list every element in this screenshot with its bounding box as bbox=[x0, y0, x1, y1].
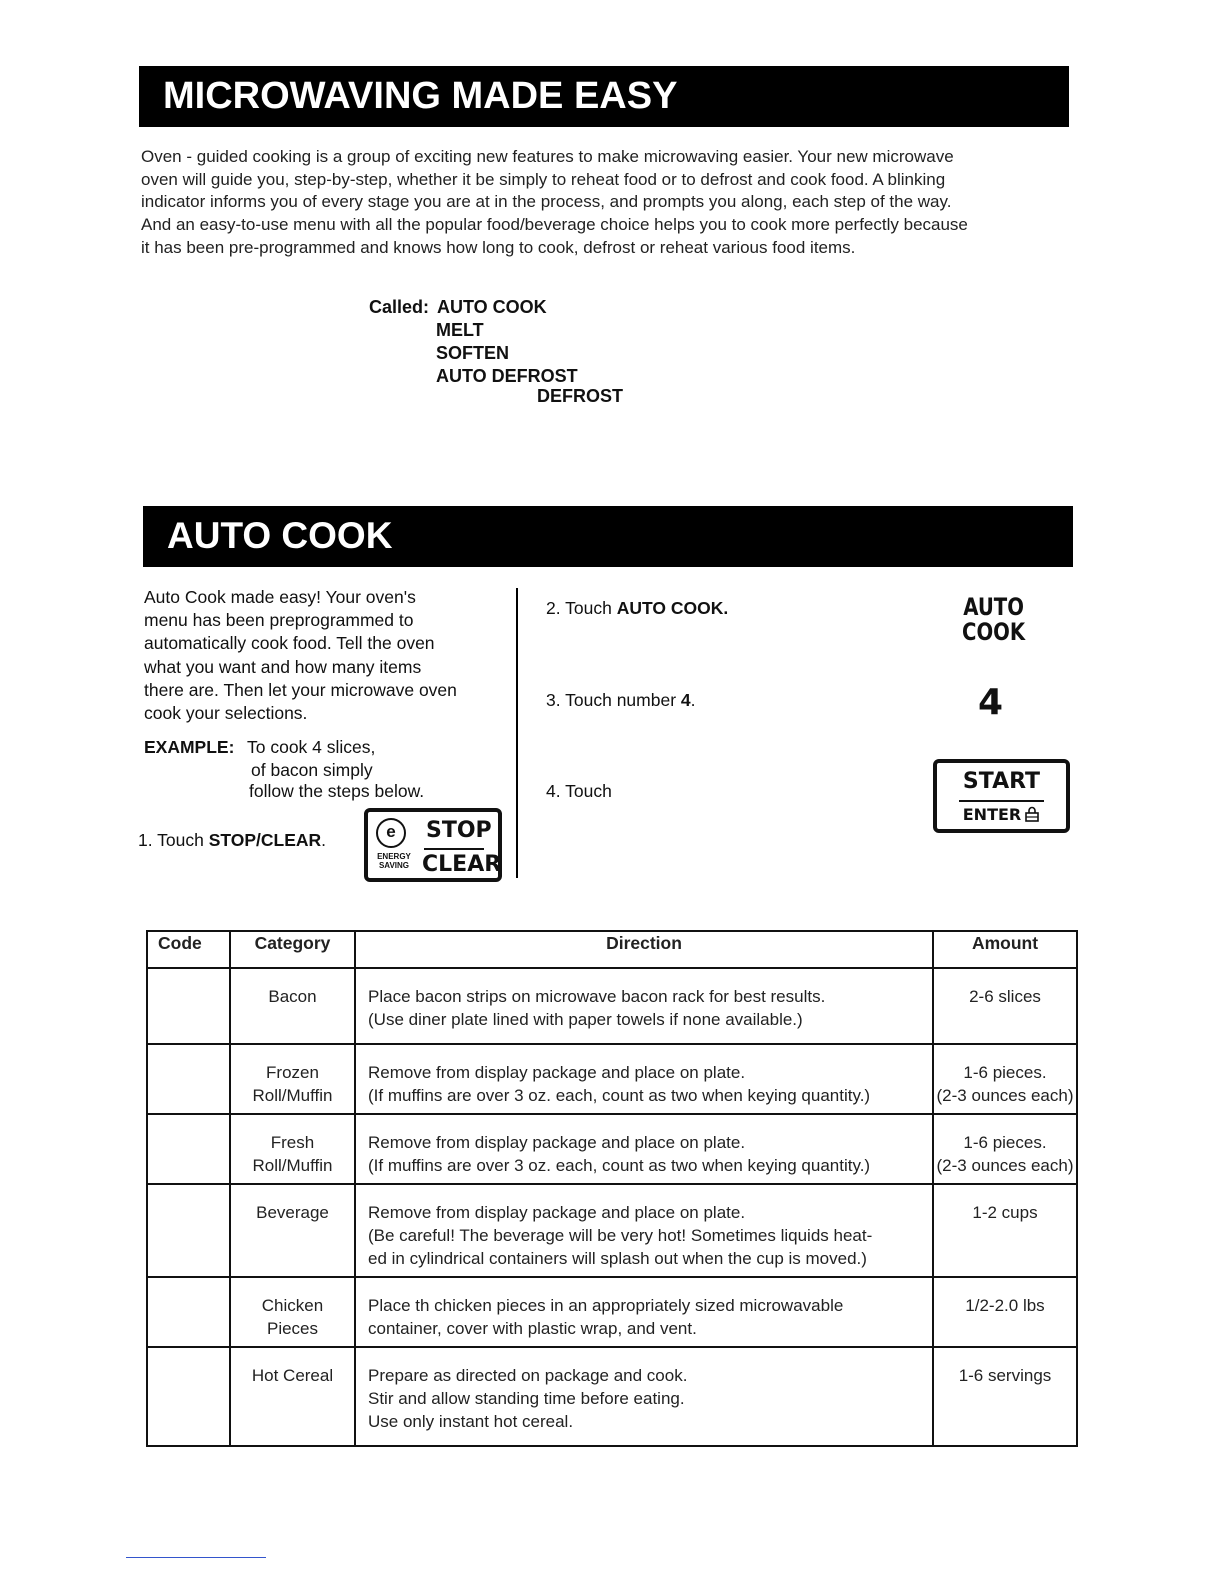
description-line: menu has been preprogrammed to bbox=[144, 610, 414, 631]
intro-line: it has been pre-programmed and knows how long to cook, defrost or reheat various food items. bbox=[141, 237, 856, 257]
header-category: Category bbox=[230, 931, 355, 968]
step-2 bbox=[546, 598, 728, 619]
direction-line: Use only instant hot cereal. bbox=[368, 1412, 574, 1432]
direction-cell bbox=[355, 1114, 933, 1184]
auto-cook-description bbox=[144, 586, 504, 725]
section-title-microwaving: MICROWAVING MADE EASY bbox=[139, 66, 1069, 127]
code-cell bbox=[147, 1044, 230, 1114]
auto-cook-line2: COOK bbox=[962, 618, 1026, 646]
direction-cell bbox=[355, 1347, 933, 1446]
step-bold: AUTO COOK. bbox=[616, 598, 729, 618]
intro-line: Oven - guided cooking is a group of exciting new features to make microwaving easier. Your new microwave bbox=[141, 147, 954, 166]
number-4-button[interactable]: 4 bbox=[978, 682, 1004, 723]
called-item: SOFTEN bbox=[436, 343, 510, 363]
intro-paragraph bbox=[141, 146, 1076, 260]
category-cell bbox=[230, 1044, 355, 1114]
enter-label bbox=[937, 805, 1066, 824]
direction-line: Remove from display package and place on plate. bbox=[368, 1133, 746, 1152]
called-item: DEFROST bbox=[537, 386, 624, 406]
amount-line: 1-6 pieces. bbox=[963, 1063, 1047, 1082]
direction-cell bbox=[355, 1184, 933, 1277]
code-cell bbox=[147, 1114, 230, 1184]
called-item: AUTO COOK bbox=[437, 297, 547, 317]
energy-saving-icon: e bbox=[376, 818, 406, 848]
description-line: what you want and how many items bbox=[144, 656, 422, 677]
stop-label: STOP bbox=[426, 818, 492, 843]
code-cell bbox=[147, 968, 230, 1044]
stop-clear-button[interactable] bbox=[364, 808, 502, 882]
header-direction: Direction bbox=[355, 931, 933, 968]
key-divider bbox=[424, 848, 484, 850]
amount-line: 2-6 slices bbox=[969, 987, 1041, 1006]
intro-line: oven will guide you, step-by-step, whether it be simply to reheat food or to defrost and cook food. A blinking bbox=[141, 169, 946, 189]
amount-line: 1-6 servings bbox=[958, 1366, 1052, 1385]
direction-line: (If muffins are over 3 oz. each, count as two when keying quantity.) bbox=[368, 1086, 871, 1106]
category-line: Roll/Muffin bbox=[252, 1156, 333, 1176]
category-line: Bacon bbox=[268, 987, 317, 1006]
key-divider bbox=[959, 800, 1044, 802]
energy-saving-label bbox=[372, 852, 416, 870]
amount-cell bbox=[933, 1184, 1077, 1277]
code-cell bbox=[147, 1347, 230, 1446]
table-header-row bbox=[147, 931, 1077, 968]
column-divider bbox=[516, 588, 518, 878]
amount-cell bbox=[933, 1114, 1077, 1184]
energy-line: ENERGY bbox=[377, 852, 411, 861]
intro-line: And an easy-to-use menu with all the popular food/beverage choice helps you to cook more perfectly because bbox=[141, 215, 968, 235]
category-line: Frozen bbox=[266, 1063, 319, 1082]
step-bold: STOP/CLEAR bbox=[208, 830, 322, 850]
step-3 bbox=[546, 690, 696, 711]
table-row bbox=[147, 1184, 1077, 1277]
direction-line: (If muffins are over 3 oz. each, count as two when keying quantity.) bbox=[368, 1156, 871, 1176]
amount-line: 1-6 pieces. bbox=[963, 1133, 1047, 1152]
called-item: MELT bbox=[436, 320, 484, 340]
amount-line: 1/2-2.0 lbs bbox=[965, 1296, 1045, 1315]
description-line: there are. Then let your microwave oven bbox=[144, 679, 457, 700]
category-cell bbox=[230, 1184, 355, 1277]
direction-cell bbox=[355, 1044, 933, 1114]
description-line: cook your selections. bbox=[144, 703, 308, 724]
table-row bbox=[147, 968, 1077, 1044]
category-line: Hot Cereal bbox=[251, 1366, 334, 1385]
header-code: Code bbox=[147, 931, 230, 968]
direction-line: Place bacon strips on microwave bacon rack for best results. bbox=[368, 987, 826, 1006]
footer-rule bbox=[126, 1557, 266, 1558]
step-1 bbox=[138, 830, 326, 851]
category-line: Roll/Muffin bbox=[252, 1086, 333, 1106]
auto-cook-button[interactable] bbox=[962, 595, 1025, 645]
example-line: To cook 4 slices, bbox=[247, 737, 376, 757]
direction-line: (Be careful! The beverage will be very hot! Sometimes liquids heat- bbox=[368, 1226, 873, 1246]
step-text: 1. Touch bbox=[138, 830, 209, 850]
category-cell bbox=[230, 1347, 355, 1446]
amount-line: 1-2 cups bbox=[972, 1203, 1038, 1222]
header-amount: Amount bbox=[933, 931, 1077, 968]
amount-cell bbox=[933, 1277, 1077, 1347]
category-line: Pieces bbox=[266, 1319, 319, 1339]
direction-cell bbox=[355, 968, 933, 1044]
category-cell bbox=[230, 1277, 355, 1347]
lock-icon bbox=[1024, 806, 1040, 822]
description-line: automatically cook food. Tell the oven bbox=[144, 633, 435, 654]
step-text: . bbox=[321, 830, 327, 850]
direction-line: Prepare as directed on package and cook. bbox=[368, 1366, 688, 1385]
example-line: follow the steps below. bbox=[249, 781, 425, 801]
direction-line: ed in cylindrical containers will splash out when the cup is moved.) bbox=[368, 1249, 867, 1269]
step-4: 4. Touch bbox=[546, 781, 612, 801]
table-row bbox=[147, 1114, 1077, 1184]
amount-cell bbox=[933, 968, 1077, 1044]
auto-cook-line1: AUTO bbox=[963, 593, 1024, 621]
category-line: Chicken bbox=[261, 1296, 324, 1315]
auto-cook-table bbox=[146, 930, 1078, 1447]
step-text: . bbox=[690, 690, 696, 710]
code-cell bbox=[147, 1184, 230, 1277]
amount-cell bbox=[933, 1044, 1077, 1114]
start-label: START bbox=[962, 769, 1041, 794]
step-bold: 4 bbox=[680, 690, 691, 710]
category-cell bbox=[230, 1114, 355, 1184]
category-cell bbox=[230, 968, 355, 1044]
direction-line: Place th chicken pieces in an appropriately sized microwavable bbox=[368, 1296, 844, 1315]
direction-line: Remove from display package and place on plate. bbox=[368, 1063, 746, 1082]
step-text: 3. Touch number bbox=[546, 690, 681, 710]
example-line: of bacon simply bbox=[251, 760, 373, 780]
step-text: 2. Touch bbox=[546, 598, 617, 618]
direction-line: Stir and allow standing time before eating. bbox=[368, 1389, 685, 1409]
direction-cell bbox=[355, 1277, 933, 1347]
code-cell bbox=[147, 1277, 230, 1347]
description-line: Auto Cook made easy! Your oven's bbox=[144, 587, 416, 607]
example-label: EXAMPLE: bbox=[144, 737, 235, 757]
amount-cell bbox=[933, 1347, 1077, 1446]
section-title-auto-cook: AUTO COOK bbox=[143, 506, 1073, 567]
called-item: AUTO DEFROST bbox=[436, 366, 578, 386]
saving-line: SAVING bbox=[378, 861, 410, 870]
amount-line: (2-3 ounces each) bbox=[936, 1156, 1074, 1176]
direction-line: Remove from display package and place on plate. bbox=[368, 1203, 746, 1222]
clear-label: CLEAR bbox=[422, 852, 502, 877]
table-row bbox=[147, 1347, 1077, 1446]
called-label: Called: bbox=[369, 297, 430, 317]
table-row bbox=[147, 1044, 1077, 1114]
category-line: Beverage bbox=[256, 1203, 329, 1222]
enter-text: ENTER bbox=[962, 805, 1022, 824]
table-row bbox=[147, 1277, 1077, 1347]
direction-line: (Use diner plate lined with paper towels if none available.) bbox=[368, 1010, 803, 1030]
direction-line: container, cover with plastic wrap, and vent. bbox=[368, 1319, 697, 1339]
intro-line: indicator informs you of every stage you are at in the process, and prompts you along, each step of the way. bbox=[141, 192, 952, 212]
amount-line: (2-3 ounces each) bbox=[936, 1086, 1074, 1106]
start-enter-button[interactable] bbox=[933, 759, 1070, 833]
category-line: Fresh bbox=[270, 1133, 315, 1152]
